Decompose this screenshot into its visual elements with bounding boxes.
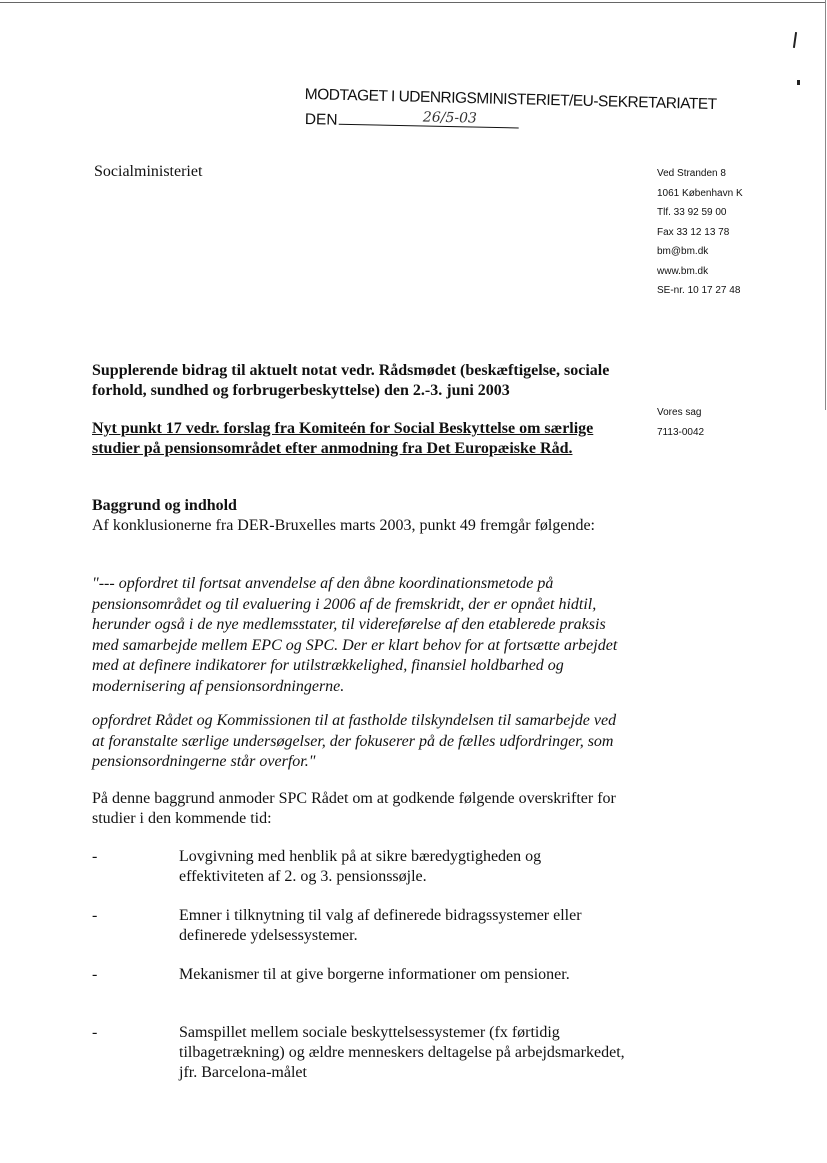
scan-artifact-dot: [797, 80, 800, 85]
bullet-text: Mekanismer til at give borgerne informationer om pensioner.: [179, 966, 570, 983]
stamp-date-line: [305, 111, 519, 133]
request-paragraph: På denne baggrund anmoder SPC Rådet om at godkende følgende overskrifter for studier i den kommende tid:: [92, 790, 616, 827]
reference-block: [657, 403, 704, 443]
reference-number: 7113-0042: [657, 427, 705, 438]
bullet-dash: -: [92, 966, 98, 983]
quote-paragraph-2: opfordret Rådet og Kommissionen til at fastholde tilskyndelsen til samarbejde ved at foranstalte særlige undersøgelser, der fokuserer på de fælles udfordringer, som pensionsordningerne står overfor.": [92, 712, 617, 770]
scan-artifact-mark: [793, 32, 797, 48]
address-email: bm@bm.dk: [657, 246, 709, 257]
document-title: Supplerende bidrag til aktuelt notat vedr. Rådsmødet (beskæftigelse, sociale forhold, sundhed og forbrugerbeskyttelse) den 2.-3. juni 2003: [92, 362, 610, 399]
document-subtitle: Nyt punkt 17 vedr. forslag fra Komiteén for Social Beskyttelse om særlige studier på pensionsområdet efter anmodning fra Det Europæiske Råd.: [92, 420, 594, 457]
bullet-dash: -: [92, 848, 98, 865]
handwritten-date: 26/5-03: [422, 109, 478, 127]
received-stamp: [304, 86, 717, 129]
address-website: www.bm.dk: [657, 265, 709, 277]
bullet-text: Samspillet mellem sociale beskyttelsessystemer (fx førtidig tilbagetrækning) og ældre menneskers deltagelse på arbejdsmarkedet, jfr. Barcelona-målet: [179, 1024, 625, 1081]
address-street: Ved Stranden 8: [657, 168, 726, 179]
address-block: [657, 164, 743, 301]
address-phone: Tlf. 33 92 59 00: [657, 207, 727, 218]
address-se-number: SE-nr. 10 17 27 48: [657, 285, 741, 296]
address-fax: Fax 33 12 13 78: [657, 226, 730, 238]
stamp-date-label: DEN: [304, 111, 338, 129]
stamp-text: MODTAGET I UDENRIGSMINISTERIET/EU-SEKRETARIATET: [304, 86, 717, 114]
reference-label: Vores sag: [657, 407, 702, 418]
scan-edge-right: [825, 0, 826, 410]
address-city: 1061 København K: [657, 187, 743, 199]
bullet-text: Lovgivning med henblik på at sikre bæredygtigheden og effektiviteten af 2. og 3. pensionssøjle.: [179, 848, 542, 885]
bullet-dash: -: [92, 1024, 98, 1041]
intro-paragraph: Af konklusionerne fra DER-Bruxelles marts 2003, punkt 49 fremgår følgende:: [92, 517, 595, 534]
section-heading: Baggrund og indhold: [92, 497, 237, 514]
bullet-text: Emner i tilknytning til valg af definerede bidragssystemer eller definerede ydelsessystemer.: [179, 907, 582, 944]
sender-name: Socialministeriet: [94, 163, 203, 180]
quote-paragraph-1: "--- opfordret til fortsat anvendelse af den åbne koordinationsmetode på pensionsområdet og til evaluering i 2006 af de fremskridt, der er opnået hidtil, herunder også i de nye medlemsstater, til videreførelse af den etablerede praksis med samarbejde mellem EPC og SPC. Der er klart behov for at fortsætte arbejdet med at definere indikatorer for utilstrækkelighed, finansiel holdbarhed og modernisering af pensionsordningerne.: [92, 575, 618, 695]
bullet-dash: -: [92, 907, 98, 924]
scan-edge-top: [0, 2, 826, 3]
